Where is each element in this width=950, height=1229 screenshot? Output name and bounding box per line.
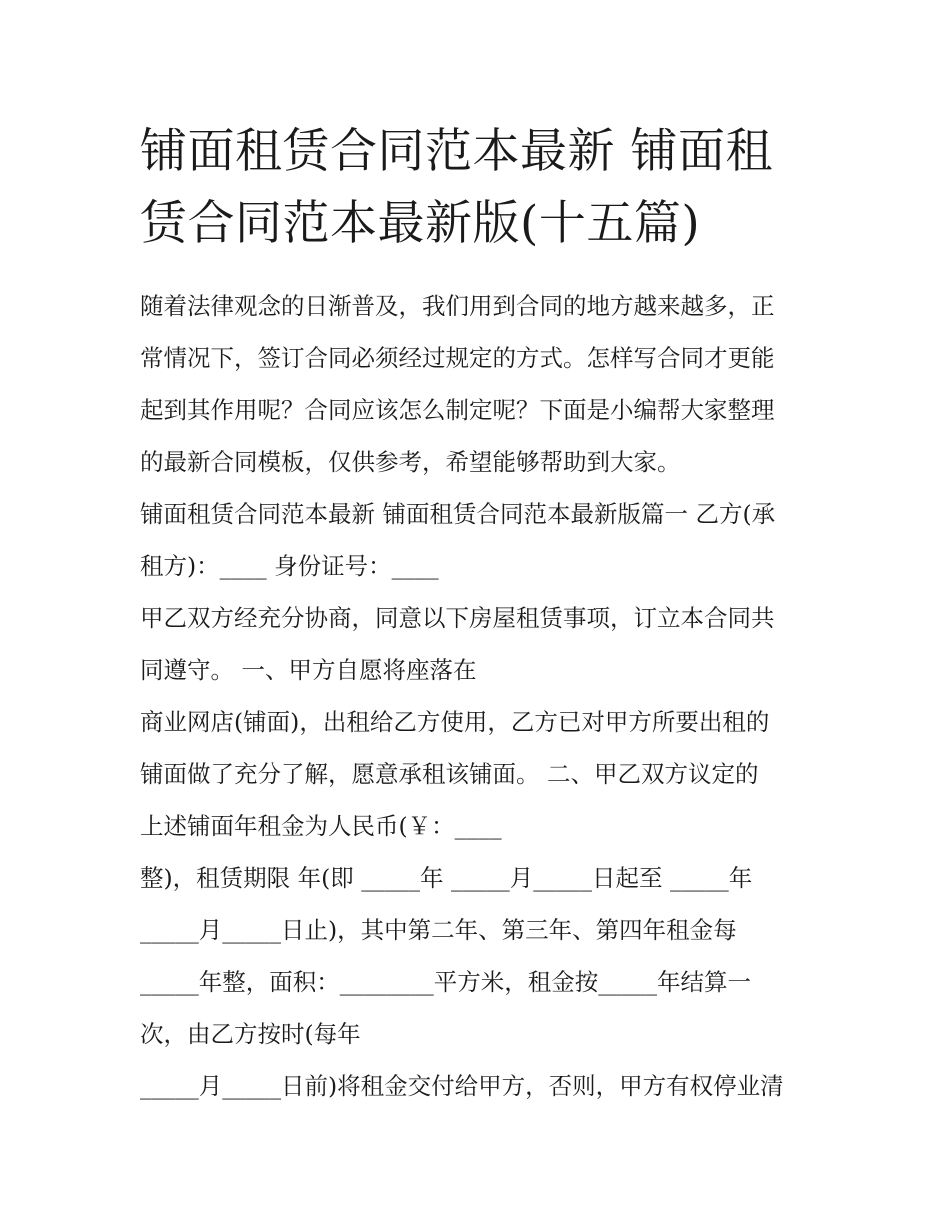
body-line: 商业网店(铺面)，出租给乙方使用，乙方已对甲方所要出租的 xyxy=(140,708,770,736)
body-line: 随着法律观念的日渐普及，我们用到合同的地方越来越多，正 xyxy=(140,292,775,320)
body-line: 常情况下，签订合同必须经过规定的方式。怎样写合同才更能 xyxy=(140,344,775,372)
body-line: 起到其作用呢？合同应该怎么制定呢？下面是小编帮大家整理 xyxy=(140,396,775,424)
body-line: _____年整，面积：________平方米，租金按_____年结算一 xyxy=(140,968,751,996)
document-title xyxy=(140,116,830,260)
body-line: _____月_____日止)，其中第二年、第三年、第四年租金每 xyxy=(140,916,737,944)
document-body xyxy=(140,280,830,1112)
body-line: 同遵守。 一、甲方自愿将座落在 xyxy=(140,656,477,684)
body-line: 次，由乙方按时(每年 xyxy=(140,1020,361,1048)
title-line: 铺面租赁合同范本最新 铺面租 xyxy=(140,124,773,179)
title-line: 赁合同范本最新版(十五篇) xyxy=(140,196,701,251)
body-line: 租方)：____ 身份证号：____ xyxy=(140,552,439,580)
body-line: 甲乙双方经充分协商，同意以下房屋租赁事项，订立本合同共 xyxy=(140,604,775,632)
body-line: 的最新合同模板，仅供参考，希望能够帮助到大家。 xyxy=(140,448,681,476)
body-line: 上述铺面年租金为人民币(￥：____ xyxy=(140,812,502,840)
body-line: 整)，租赁期限 年(即 _____年 _____月_____日起至 _____年 xyxy=(140,864,753,892)
body-line: 铺面做了充分了解，愿意承租该铺面。 二、甲乙双方议定的 xyxy=(140,760,759,788)
body-line: _____月_____日前)将租金交付给甲方，否则，甲方有权停业清 xyxy=(140,1072,784,1100)
body-line: 铺面租赁合同范本最新 铺面租赁合同范本最新版篇一 乙方(承 xyxy=(140,500,776,528)
